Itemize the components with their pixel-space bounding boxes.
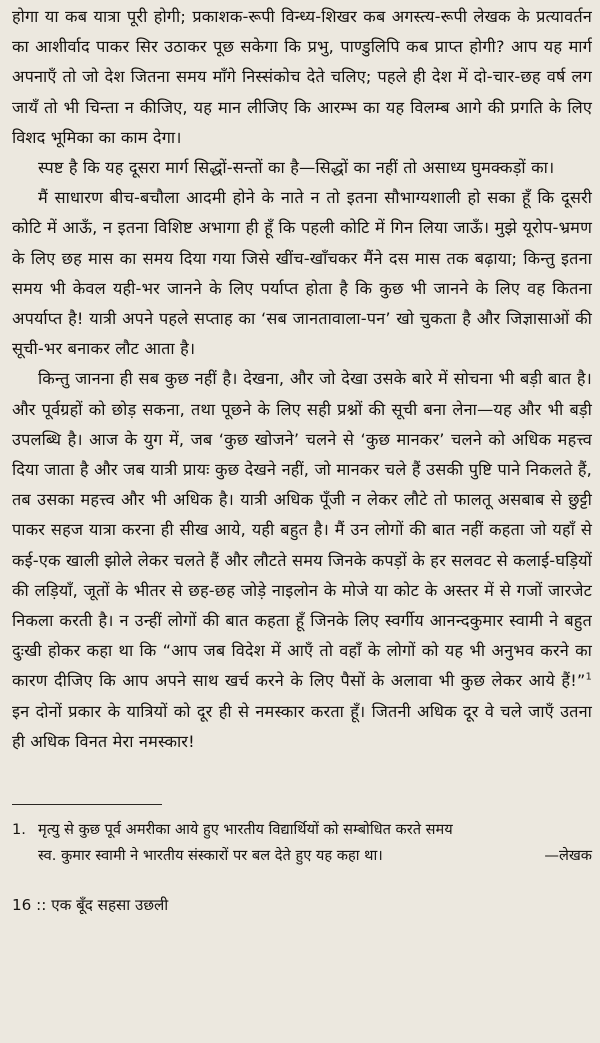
running-footer [12,893,592,917]
page-number: 16 [12,896,32,915]
footnote-text-line2-content: स्व. कुमार स्वामी ने भारतीय संस्कारों पर बल देते हुए यह कहा था। [38,847,383,865]
paragraph-text-continued: इन दोनों प्रकार के यात्रियों को दूर ही से नमस्कार करता हूँ। जितनी अधिक दूर वे चले जाएँ उतना ही अधिक विनत मेरा नमस्कार! [12,701,592,751]
paragraph-continued: होगा या कब यात्रा पूरी होगी; प्रकाशक-रूपी विन्ध्य-शिखर कब अगस्त्य-रूपी लेखक के प्रत्यावर्तन का आशीर्वाद पाकर सिर उठाकर पूछ सकेगा कि प्रभु, पाण्डुलिपि कब प्राप्त होगी? आप यह मार्ग अपनाएँ तो जो देश जितना समय माँगे निस्संकोच देते चलिए; पहले ही देश में दो-चार-छह वर्ष लग जायँ तो भी चिन्ता न कीजिए, यह मान लीजिए कि आरम्भ का यह विलम्ब आगे की प्रगति के लिए विशद भूमिका का काम देगा। [12,7,592,147]
footnote-text-line2 [38,843,592,869]
footnote-divider [12,804,162,805]
footer-separator: :: [36,896,47,915]
paragraph: मैं साधारण बीच-बचौला आदमी होने के नाते न तो इतना सौभाग्यशाली हो सका हूँ कि दूसरी कोटि में आऊँ, न इतना विशिष्ट अभागा ही हूँ कि पहली कोटि में गिन लिया जाऊँ। मुझे यूरोप-भ्रमण के लिए छह मास का समय दिया गया जिसे खींच-खाँचकर मैंने दस मास तक बढ़ाया; किन्तु इतना समय भी केवल यही-भर जानने के लिए पर्याप्त होता है कि कुछ भी जानने के लिए वह कितना अपर्याप्त है! यात्री अपने पहले सप्ताह का ‘सब जानतावाला-पन’ खो चुकता है और जिज्ञासाओं की सूची-भर बनाकर लौट आता है। [12,188,592,359]
body-text [12,2,592,757]
footnote-author: —लेखक [544,847,592,865]
footnote-text-line1: मृत्यु से कुछ पूर्व अमरीका आये हुए भारतीय विद्यार्थियों को सम्बोधित करते समय [38,821,453,839]
book-title: एक बूँद सहसा उछली [51,896,169,915]
footnote [12,817,592,869]
footnote-number: 1. [12,821,26,839]
paragraph [12,364,592,757]
footnote-marker: 1 [585,672,592,684]
paragraph-text: किन्तु जानना ही सब कुछ नहीं है। देखना, और जो देखा उसके बारे में सोचना भी बड़ी बात है। और पूर्वग्रहों को छोड़ सकना, तथा पूछने के लिए सही प्रश्नों की सूची बना लेना—यह और भी बड़ी उपलब्धि है। आज के युग में, जब ‘कुछ खोजने’ चलने से ‘कुछ मानकर’ चलने को अधिक महत्त्व दिया जाता है और जब यात्री प्रायः कुछ देखने नहीं, जो मानकर चले हैं उसकी पुष्टि पाने निकलते हैं, तब उसका महत्त्व और भी अधिक है। यात्री अधिक पूँजी न लेकर लौटे तो फालतू असबाब से छुट्टी पाकर सहज यात्रा करना ही सीख आये, यही बहुत है। मैं उन लोगों की बात नहीं कहता जो यहाँ से कई-एक खाली झोले लेकर चलते हैं और लौटते समय जिनके कपड़ों के हर सलवट से कलाई-घड़ियों की लड़ियाँ, जूतों के भीतर से छह-छह जोड़े नाइलोन के मोजे या कोट के अस्तर में से गजों जारजेट निकला करती है। न उन्हीं लोगों की बात कहता हूँ जिनके लिए स्वर्गीय आनन्दकुमार स्वामी ने बहुत दुःखी होकर कहा था कि “आप जब विदेश में आएँ तो वहाँ के लोगों को यह भी अनुभव करने का कारण दीजिए कि आप अपने साथ खर्च करने के लिए पैसों के अलावा भी कुछ लेकर आये हैं!” [12,369,592,691]
paragraph: स्पष्ट है कि यह दूसरा मार्ग सिद्धों-सन्तों का है—सिद्धों का नहीं तो असाध्य घुमक्कड़ों का। [38,158,555,178]
